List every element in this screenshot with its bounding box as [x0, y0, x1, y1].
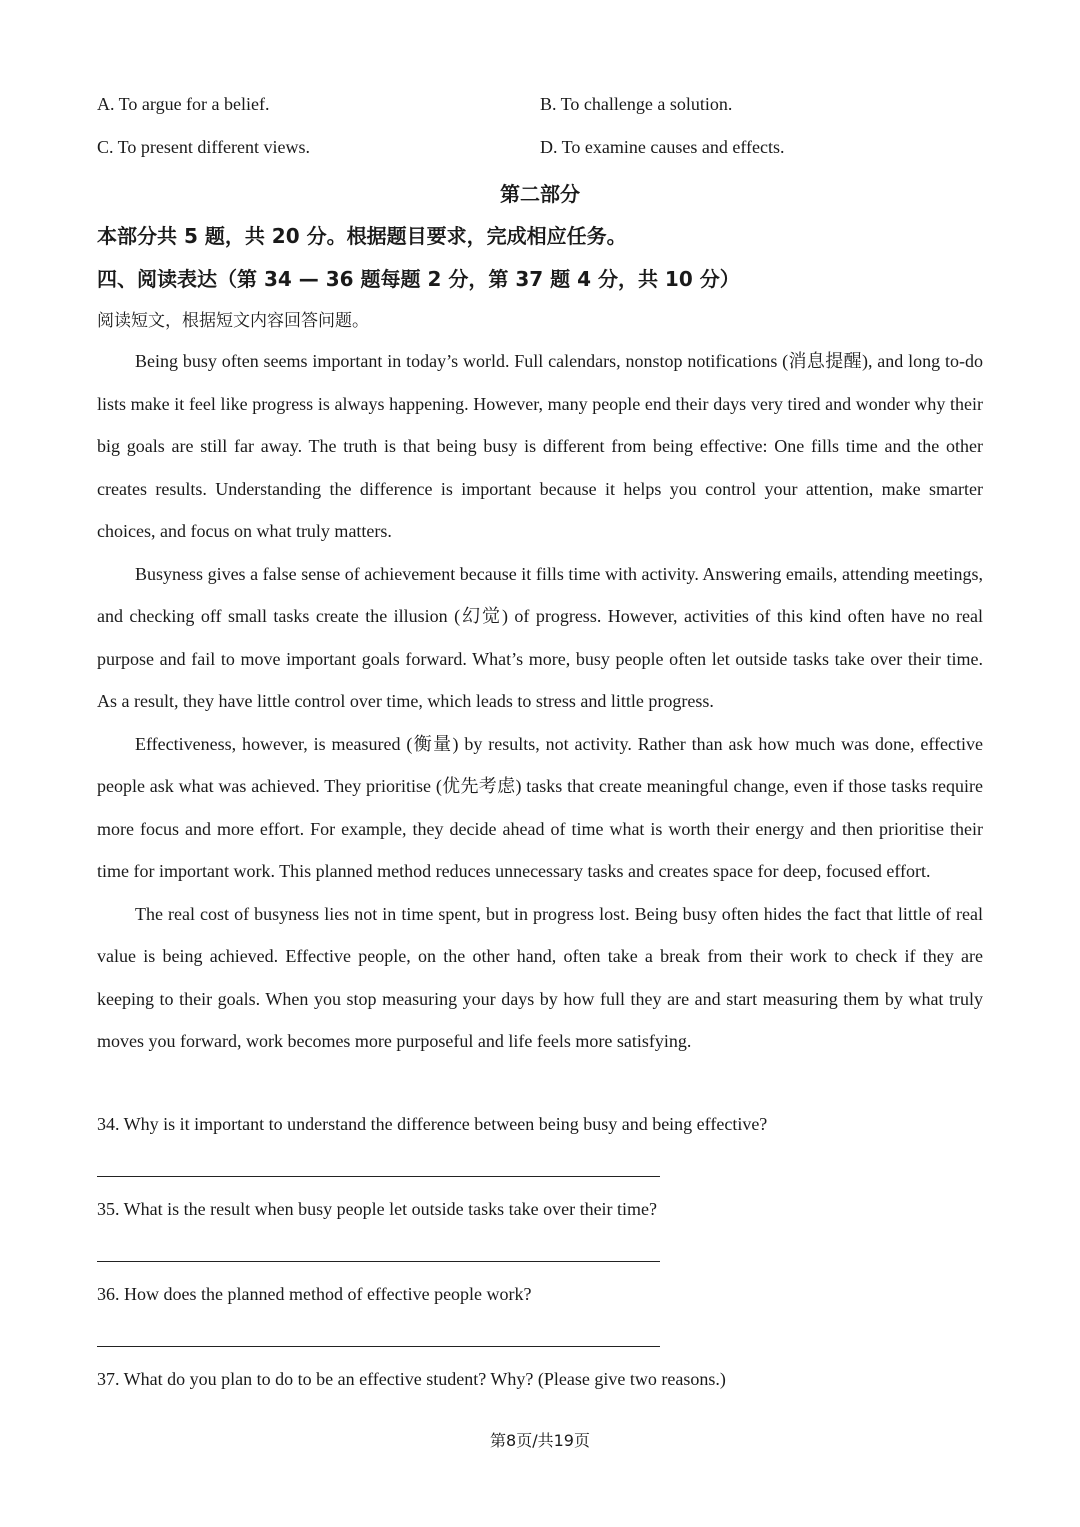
- passage-paragraph-4: The real cost of busyness lies not in time spent, but in progress lost. Being busy often hides the fact that little of real value is being achieved. Effective people, on the other hand, often take a break from their work to check if they are keeping to their goals. When you stop measuring your days by how full they are and start measuring them by what truly moves you forward, work becomes more purposeful and life feels more satisfying.: [97, 903, 983, 1051]
- answer-line-34[interactable]: [97, 1176, 660, 1177]
- reading-instruction: 阅读短文，根据短文内容回答问题。: [97, 311, 369, 331]
- page-number: 第8页/共19页: [490, 1431, 590, 1450]
- section-summary: 本部分共 5 题，共 20 分。根据题目要求，完成相应任务。: [97, 224, 627, 248]
- passage-paragraph-2: Busyness gives a false sense of achievement because it fills time with activity. Answering emails, attending meetings, and checking off small tasks create the illusion (幻觉) of progress. However, activities of this kind often have no real purpose and fail to move important goals forward. What’s more, busy people often let outside tasks take over their time. As a result, they have little control over time, which leads to stress and little progress.: [97, 563, 983, 711]
- passage-paragraph-1: Being busy often seems important in today’s world. Full calendars, nonstop notifications (消息提醒), and long to-do lists make it feel like progress is always happening. However, many people end their days very tired and wonder why their big goals are still far away. The truth is that being busy is different from being effective: One fills time and the other creates results. Understanding the difference is important because it helps you control your attention, make smarter choices, and focus on what truly matters.: [97, 351, 983, 541]
- question-34: 34. Why is it important to understand the difference between being busy and being effective?: [97, 1114, 768, 1134]
- question-36: 36. How does the planned method of effective people work?: [97, 1284, 532, 1304]
- answer-line-36[interactable]: [97, 1346, 660, 1347]
- option-a: A. To argue for a belief.: [97, 94, 270, 114]
- option-b: B. To challenge a solution.: [540, 94, 733, 114]
- passage-paragraph-3: Effectiveness, however, is measured (衡量) by results, not activity. Rather than ask how much was done, effective people ask what was achieved. They prioritise (优先考虑) tasks that create meaningful change, even if those tasks require more focus and more effort. For example, they decide ahead of time what is worth their energy and then prioritise their time for important work. This planned method reduces unnecessary tasks and creates space for deep, focused effort.: [97, 733, 983, 881]
- part-heading: 四、阅读表达（第 34 — 36 题每题 2 分，第 37 题 4 分，共 10 分）: [97, 267, 740, 291]
- question-35: 35. What is the result when busy people let outside tasks take over their time?: [97, 1199, 658, 1219]
- question-37: 37. What do you plan to do to be an effective student? Why? (Please give two reasons.): [97, 1369, 726, 1389]
- section-title: 第二部分: [500, 182, 580, 206]
- reading-passage: [97, 340, 983, 1063]
- option-c: C. To present different views.: [97, 137, 311, 157]
- answer-line-35[interactable]: [97, 1261, 660, 1262]
- option-d: D. To examine causes and effects.: [540, 137, 785, 157]
